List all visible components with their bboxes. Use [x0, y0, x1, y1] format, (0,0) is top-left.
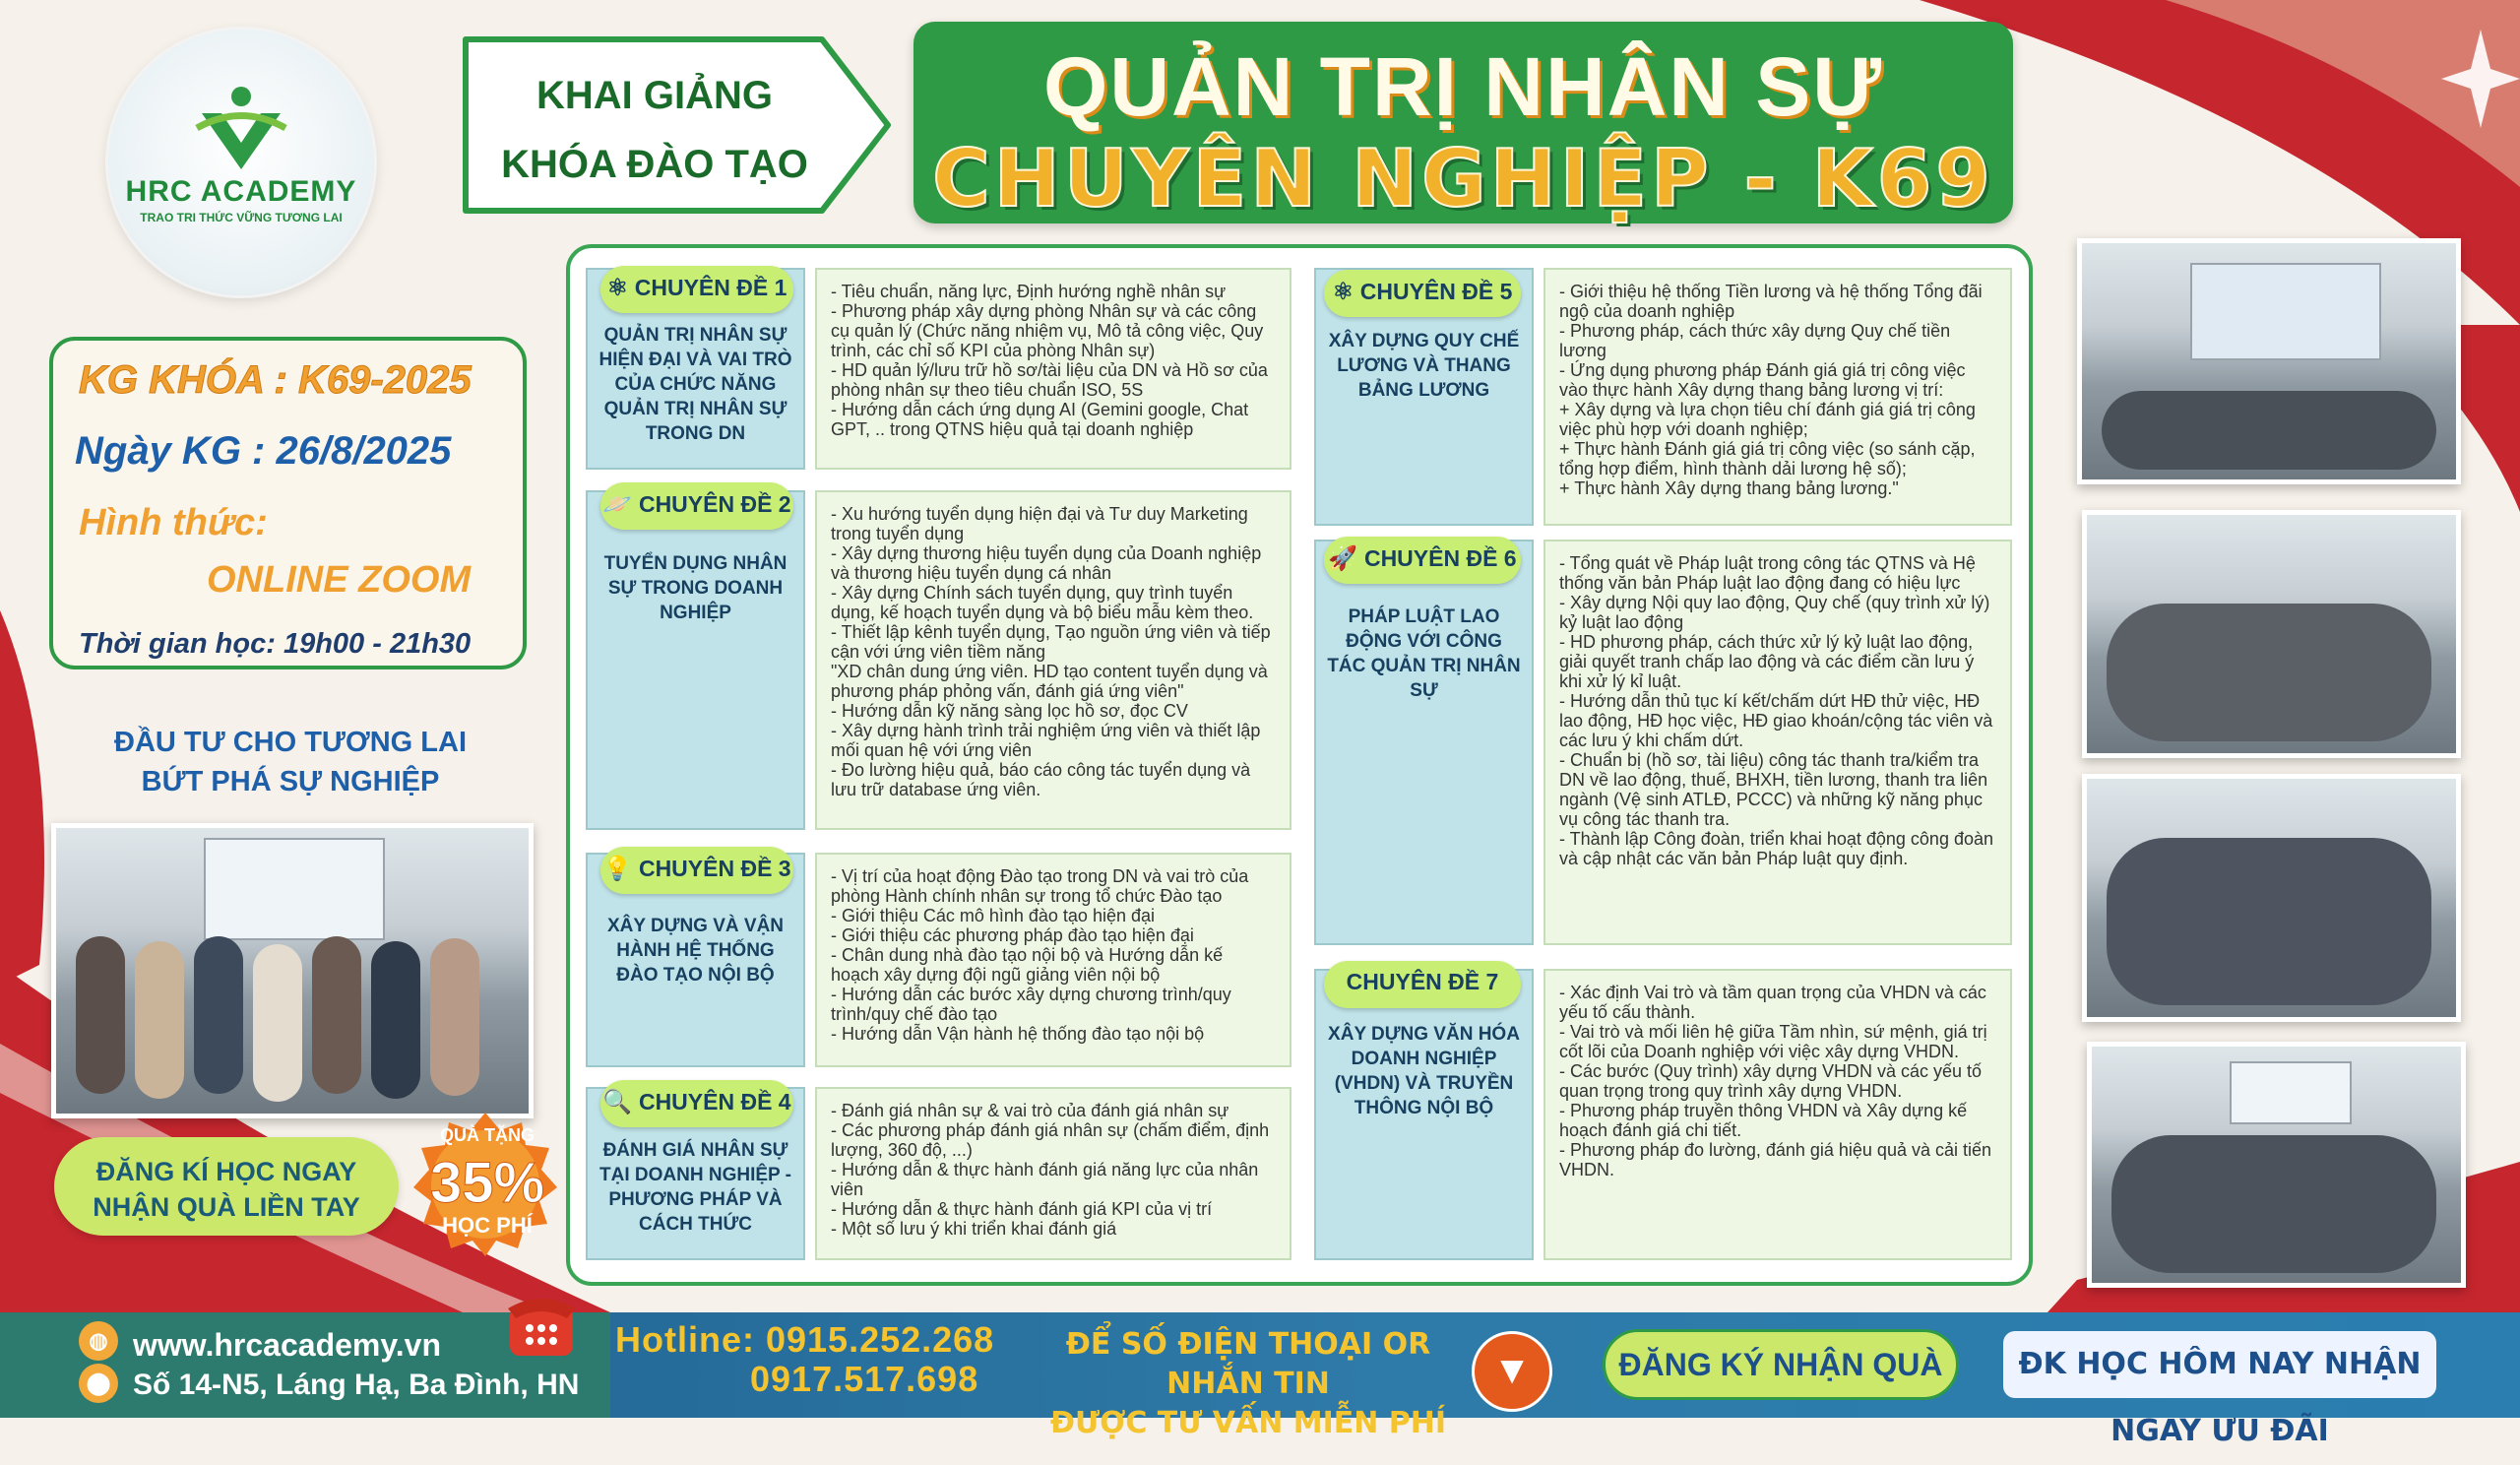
topic-2-card	[586, 490, 805, 830]
desc-line: - Hướng dẫn & thực hành đánh giá năng lực của nhân viên	[831, 1160, 1259, 1199]
desc-line: - Xây dựng hành trình trải nghiệm ứng viên và thiết lập mối quan hệ với ứng viên	[831, 721, 1261, 760]
desc-line: - Phương pháp đo lường, đánh giá hiệu quả và cải tiến VHDN.	[1559, 1140, 1992, 1179]
offer-banner[interactable]: ĐK HỌC HÔM NAY NHẬN NGAY ƯU ĐÃI	[2003, 1331, 2436, 1398]
desc-line: - Giới thiệu Các mô hình đào tạo hiện đại	[831, 906, 1155, 925]
rocket-icon: 🚀	[1328, 545, 1364, 572]
topic-7-description	[1544, 969, 2012, 1260]
topic-1-tag-label: CHUYÊN ĐỀ 1	[634, 275, 788, 300]
kg-heading	[463, 61, 847, 199]
desc-line: - Vai trò và mối liên hệ giữa Tầm nhìn, sứ mệnh, giá trị cốt lõi của Doanh nghiệp với việc xây dựng VHDN.	[1559, 1022, 1987, 1061]
desc-line: - Thiết lập kênh tuyển dụng, Tạo nguồn ứng viên và tiếp cận với ứng viên tiềm năng	[831, 622, 1271, 662]
format-value: ONLINE ZOOM	[207, 559, 472, 601]
brand-tagline: TRAO TRI THỨC VỮNG TƯƠNG LAI	[140, 211, 343, 224]
desc-line: - Hướng dẫn các bước xây dựng chương trình/quy trình/quy chế đào tạo	[831, 985, 1231, 1024]
desc-line: - Chuẩn bị (hồ sơ, tài liệu) công tác thanh tra/kiểm tra DN về lao động, thuế, BHXH, tiền lương, thanh tra liên ngành (Vệ sinh ATLĐ, PCCC) và những kỹ năng phục vụ công tác thanh tra.	[1559, 750, 1988, 829]
topic-4-title: ĐÁNH GIÁ NHÂN SỰ TẠI DOANH NGHIỆP - PHƯƠNG PHÁP VÀ CÁCH THỨC	[599, 1140, 791, 1235]
desc-line: - Xây dựng thương hiệu tuyển dụng của Doanh nghiệp và thương hiệu tuyển dụng cá nhân	[831, 543, 1262, 583]
kg-line1: KHAI GIẢNG	[536, 74, 773, 117]
topic-5-tag-label: CHUYÊN ĐỀ 5	[1359, 279, 1513, 304]
class-photo-3	[2082, 774, 2461, 1022]
register-gift-button[interactable]: ĐĂNG KÝ NHẬN QUÀ	[1603, 1329, 1959, 1400]
format-label: Hình thức:	[79, 502, 268, 543]
desc-line: + Xây dựng và lựa chọn tiêu chí đánh giá giá trị công việc phù hợp với doanh nghiệp;	[1559, 400, 1976, 439]
hotline-primary[interactable]: Hotline: 0915.252.268	[615, 1319, 995, 1360]
slogan	[59, 723, 522, 801]
brand-name: HRC ACADEMY	[125, 175, 357, 208]
class-photo-4	[2087, 1042, 2466, 1288]
desc-line: - Đo lường hiệu quả, báo cáo công tác tuyển dụng và lưu trữ database ứng viên.	[831, 760, 1251, 799]
desc-line: - Đánh giá nhân sự & vai trò của đánh giá nhân sự	[831, 1101, 1229, 1120]
desc-line: - Ứng dụng phương pháp Đánh giá giá trị công việc vào thực hành Xây dựng thang bảng lương vị trí:	[1559, 360, 1966, 400]
start-date: Ngày KG : 26/8/2025	[75, 429, 452, 473]
topic-3-tag-label: CHUYÊN ĐỀ 3	[638, 856, 791, 881]
class-time: Thời gian học: 19h00 - 21h30	[79, 628, 472, 660]
topic-4-tag-label: CHUYÊN ĐỀ 4	[638, 1089, 791, 1115]
desc-line: - Giới thiệu hệ thống Tiền lương và hệ thống Tổng đãi ngộ của doanh nghiệp	[1559, 282, 1983, 321]
desc-line: "XD chân dung ứng viên. HD tạo content tuyển dụng và phương pháp phỏng vấn, đánh giá ứng viên"	[831, 662, 1268, 701]
topic-7-title: XÂY DỰNG VĂN HÓA DOANH NGHIỆP (VHDN) VÀ TRUYỀN THÔNG NỘI BỘ	[1328, 1024, 1520, 1118]
bulb-icon: 💡	[602, 856, 639, 882]
gift-label-top: QUÀ TẶNG	[440, 1125, 535, 1145]
desc-line: - Hướng dẫn cách ứng dụng AI (Gemini google, Chat GPT, .. trong QTNS hiệu quả tại doanh nghiệp	[831, 400, 1249, 439]
desc-line: - Các bước (Quy trình) xây dựng VHDN và các yếu tố quan trọng trong quy trình xây dựng VHDN.	[1559, 1061, 1983, 1101]
course-title: QUẢN TRỊ NHÂN SỰ	[1042, 40, 1883, 133]
desc-line: - Chân dung nhà đào tạo nội bộ và Hướng dẫn kế hoạch xây dựng đội ngũ giảng viên nội bộ	[831, 945, 1224, 985]
desc-line: + Thực hành Đánh giá giá trị công việc (so sánh cặp, tổng hợp điểm, hình thành dải lương hệ số);	[1559, 439, 1976, 478]
globe-icon: ◍	[79, 1321, 118, 1361]
signup-label	[54, 1154, 399, 1225]
planet-icon: 🪐	[602, 491, 639, 518]
gift-label-bottom: HỌC PHÍ	[442, 1213, 533, 1238]
gift-value: 35%	[429, 1151, 545, 1215]
slogan-line2: BỨT PHÁ SỰ NGHIỆP	[141, 766, 440, 797]
topic-5-description	[1544, 268, 2012, 526]
desc-line: - Xác định Vai trò và tầm quan trọng của VHDN và các yếu tố cấu thành.	[1559, 983, 1986, 1022]
desc-line: - Tiêu chuẩn, năng lực, Định hướng nghề nhân sự	[831, 282, 1227, 301]
desc-line: - Hướng dẫn thủ tục kí kết/chấm dứt HĐ thử việc, HĐ lao động, HĐ học việc, HĐ giao khoán/cộng tác viên và các lưu ý khi chấm dứt.	[1559, 691, 1993, 750]
arrow-down-icon: ▼	[1472, 1331, 1552, 1412]
topic-6-card	[1314, 540, 1534, 945]
desc-line: - Phương pháp, cách thức xây dựng Quy chế tiền lương	[1559, 321, 1951, 360]
class-group-photo	[51, 823, 534, 1118]
topic-2-tag-label: CHUYÊN ĐỀ 2	[638, 491, 791, 517]
logo-icon	[192, 79, 290, 177]
topic-3-description	[815, 853, 1292, 1067]
topic-6-tag-label: CHUYÊN ĐỀ 6	[1363, 545, 1517, 571]
signup-line1: ĐĂNG KÍ HỌC NGAY	[95, 1157, 357, 1186]
topic-2-description	[815, 490, 1292, 830]
desc-line: - Xây dựng Nội quy lao động, Quy chế (quy trình xử lý) kỷ luật lao động	[1559, 593, 1990, 632]
class-photo-1	[2077, 238, 2461, 484]
topic-1-title: QUẢN TRỊ NHÂN SỰ HIỆN ĐẠI VÀ VAI TRÒ CỦA CHỨC NĂNG QUẢN TRỊ NHÂN SỰ TRONG DN	[598, 325, 792, 444]
consult-cta-line2: ĐƯỢC TƯ VẤN MIỄN PHÍ	[1049, 1406, 1447, 1440]
signup-line2: NHẬN QUÀ LIỀN TAY	[93, 1192, 360, 1222]
desc-line: - Hướng dẫn kỹ năng sàng lọc hồ sơ, đọc CV	[831, 701, 1188, 721]
desc-line: - Xu hướng tuyển dụng hiện đại và Tư duy Marketing trong tuyển dụng	[831, 504, 1248, 543]
desc-line: - Xây dựng Chính sách tuyển dụng, quy trình tuyển dụng, kế hoạch tuyển dụng và bộ biểu mẫu kèm theo.	[831, 583, 1254, 622]
hotline-secondary[interactable]: 0917.517.698	[750, 1359, 979, 1399]
topic-7-tag-label: CHUYÊN ĐỀ 7	[1346, 969, 1499, 994]
topic-6-description	[1544, 540, 2012, 945]
class-photo-2	[2082, 510, 2461, 758]
desc-line: - Tổng quát về Pháp luật trong công tác QTNS và Hệ thống văn bản Pháp luật lao động đang có hiệu lực	[1559, 553, 1976, 593]
consult-cta	[1032, 1325, 1465, 1443]
desc-line: - Hướng dẫn & thực hành đánh giá KPI của vị trí	[831, 1199, 1213, 1219]
topic-2-title: TUYỂN DỤNG NHÂN SỰ TRONG DOANH NGHIỆP	[603, 553, 788, 623]
desc-line: - Phương pháp xây dựng phòng Nhân sự và các công cụ quản lý (Chức năng nhiệm vụ, Mô tả công việc, Quy trình, các chỉ số KPI của phòng Nhân sự)	[831, 301, 1264, 360]
slogan-line1: ĐẦU TƯ CHO TƯƠNG LAI	[114, 727, 467, 758]
desc-line: - Vị trí của hoạt động Đào tạo trong DN và vai trò của phòng Hành chính nhân sự trong tổ chức Đào tạo	[831, 866, 1249, 906]
desc-line: - Các phương pháp đánh giá nhân sự (chấm điểm, định lượng, 360 độ, ...)	[831, 1120, 1270, 1160]
topic-4-description	[815, 1087, 1292, 1260]
atom-icon: ⚛	[1332, 279, 1360, 305]
desc-line: - HD quản lý/lưu trữ hồ sơ/tài liệu của DN và Hồ sơ của phòng nhân sự theo tiêu chuẩn ISO, 5S	[831, 360, 1268, 400]
topic-6-title: PHÁP LUẬT LAO ĐỘNG VỚI CÔNG TÁC QUẢN TRỊ NHÂN SỰ	[1327, 606, 1521, 701]
magnifier-icon: 🔍	[602, 1089, 639, 1115]
course-subtitle: CHUYÊN NGHIỆP - K69	[932, 133, 1994, 224]
address-text: Số 14-N5, Láng Hạ, Ba Đình, HN	[133, 1369, 580, 1401]
topic-5-tag	[1324, 270, 1521, 317]
topic-3-tag	[600, 847, 793, 894]
desc-line: - Giới thiệu các phương pháp đào tạo hiện đại	[831, 925, 1194, 945]
topic-1-description	[815, 268, 1292, 470]
course-code: KG KHÓA : K69-2025	[79, 358, 472, 402]
topic-1-tag	[600, 266, 793, 313]
desc-line: - HD phương pháp, cách thức xử lý kỷ luật lao động, giải quyết tranh chấp lao động và các điểm cần lưu ý khi xử lý kỉ luật.	[1559, 632, 1975, 691]
desc-line: - Hướng dẫn Vận hành hệ thống đào tạo nội bộ	[831, 1024, 1205, 1044]
atom-icon: ⚛	[606, 275, 635, 301]
topic-6-tag	[1324, 537, 1521, 584]
desc-line: - Thành lập Công đoàn, triển khai hoạt động công đoàn và cập nhật các văn bản Pháp luật quy định.	[1559, 829, 1993, 868]
topic-5-title: XÂY DỰNG QUY CHẾ LƯƠNG VÀ THANG BẢNG LƯƠNG	[1328, 331, 1520, 401]
topic-7-tag	[1324, 961, 1521, 1008]
topic-2-tag	[600, 482, 793, 530]
topic-4-tag	[600, 1080, 793, 1127]
topic-3-title: XÂY DỰNG VÀ VẬN HÀNH HỆ THỐNG ĐÀO TẠO NỘI BỘ	[606, 916, 785, 986]
website-link[interactable]: www.hrcacademy.vn	[133, 1327, 442, 1363]
consult-cta-line1: ĐỂ SỐ ĐIỆN THOẠI OR NHẮN TIN	[1065, 1327, 1431, 1401]
desc-line: - Phương pháp truyền thông VHDN và Xây dựng kế hoạch đánh giá chi tiết.	[1559, 1101, 1968, 1140]
location-pin-icon: ⬤	[79, 1364, 118, 1403]
desc-line: + Thực hành Xây dựng thang bảng lương."	[1559, 478, 1899, 498]
telephone-icon	[502, 1285, 581, 1364]
kg-line2: KHÓA ĐÀO TẠO	[501, 143, 808, 186]
desc-line: - Một số lưu ý khi triển khai đánh giá	[831, 1219, 1117, 1239]
